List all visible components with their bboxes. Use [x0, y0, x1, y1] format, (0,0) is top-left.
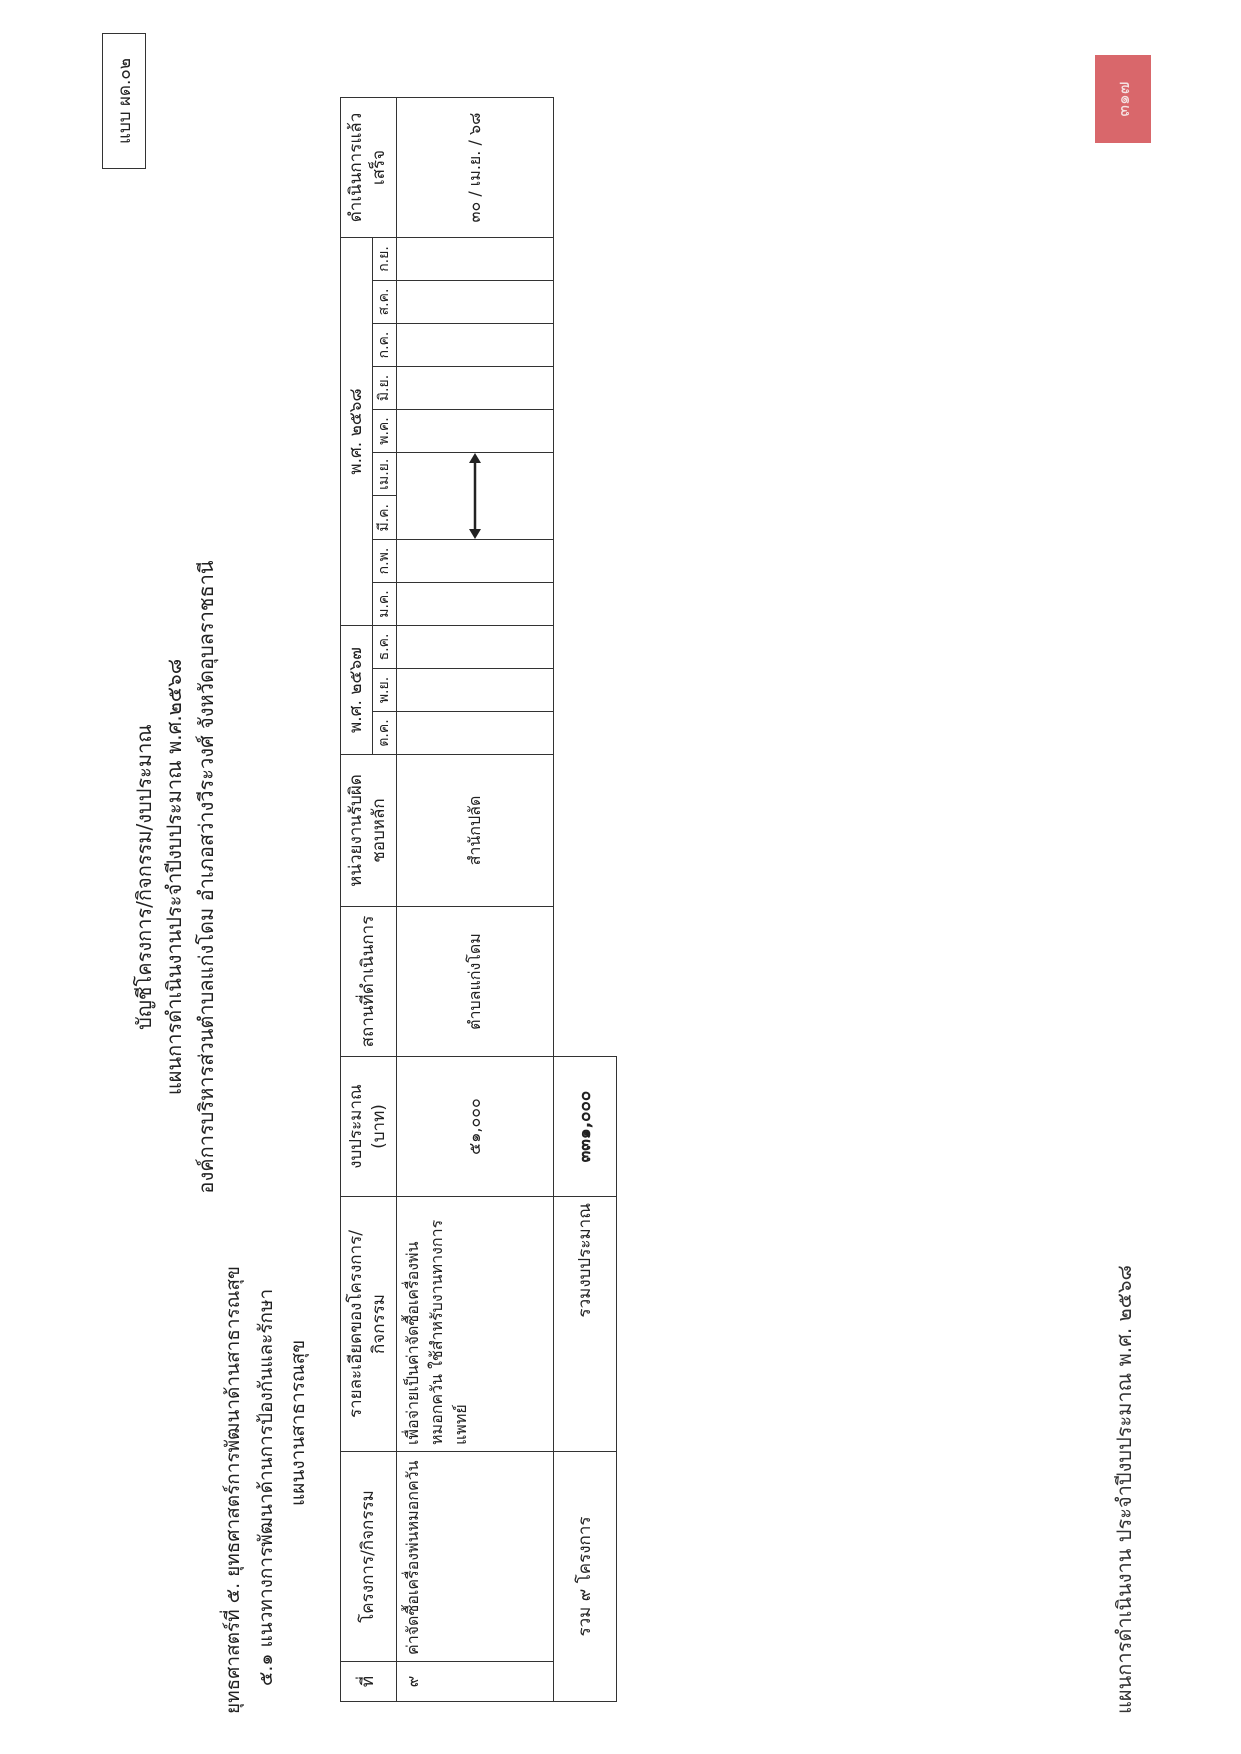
header-no: ที่ [341, 1662, 397, 1702]
cell-dec [396, 626, 553, 669]
table-row [396, 98, 553, 1702]
month-feb: ก.พ. [372, 540, 396, 583]
header-detail: รายละเอียดของโครงการ/กิจกรรม [341, 1197, 397, 1452]
row-budget: ๕๑,๐๐๐ [396, 1057, 553, 1197]
title-line-1: บัญชีโครงการ/กิจกรรม/งบประมาณ [132, 724, 156, 1030]
approach-line: ๕.๑ แนวทางการพัฒนาด้านการป้องกันและรักษา [255, 1288, 277, 1686]
header-project: โครงการ/กิจกรรม [341, 1452, 397, 1662]
month-jan: ม.ค. [372, 583, 396, 626]
cell-nov [396, 669, 553, 712]
cell-jun [396, 367, 553, 410]
title-line-2: แผนการดำเนินงานประจำปีงบประมาณ พ.ศ.๒๕๖๘ [162, 658, 186, 1096]
month-apr: เม.ย. [372, 453, 396, 497]
summary-row [553, 98, 616, 1702]
header-place: สถานที่ดำเนินการ [341, 907, 397, 1057]
cell-oct [396, 712, 553, 755]
row-done: ๓๐ / เม.ย. / ๖๘ [396, 98, 553, 238]
page-number: ๓๑๗ [1095, 55, 1151, 143]
header-done: ดำเนินการแล้วเสร็จ [341, 98, 397, 238]
total-budget: ๓๓๑,๐๐๐ [553, 1057, 616, 1197]
month-dec: ธ.ค. [372, 626, 396, 669]
cell-jul [396, 324, 553, 367]
total-budget-label: รวมงบประมาณ [553, 1197, 616, 1452]
month-aug: ส.ค. [372, 281, 396, 324]
cell-jan [396, 583, 553, 626]
row-place: ตำบลแก่งโดม [396, 907, 553, 1057]
total-projects: รวม ๙ โครงการ [553, 1452, 616, 1702]
project-table [340, 97, 617, 1702]
row-no: ๙ [396, 1662, 553, 1702]
plan-line: แผนงานสาธารณสุข [287, 1339, 309, 1506]
cell-aug [396, 281, 553, 324]
row-project: ค่าจัดซื้อเครื่องพ่นหมอกควัน [396, 1452, 553, 1662]
strategy-line: ยุทธศาสตร์ที่ ๕. ยุทธศาสตร์การพัฒนาด้านสาธารณสุข [222, 1266, 244, 1714]
month-nov: พ.ย. [372, 669, 396, 712]
month-jul: ก.ค. [372, 324, 396, 367]
title-line-3: องค์การบริหารส่วนตำบลแก่งโดม อำเภอสว่างวีระวงศ์ จังหวัดอุบลราชธานี [194, 560, 218, 1194]
header-year-2568: พ.ศ. ๒๕๖๘ [341, 238, 373, 626]
month-jun: มิ.ย. [372, 367, 396, 410]
month-sep: ก.ย. [372, 238, 396, 281]
timeline-arrow [465, 453, 485, 539]
cell-may [396, 410, 553, 453]
cell-sep [396, 238, 553, 281]
row-unit: สำนักปลัด [396, 755, 553, 907]
month-may: พ.ค. [372, 410, 396, 453]
cell-mar-apr [396, 453, 553, 540]
header-year-2567: พ.ศ. ๒๕๖๗ [341, 626, 373, 755]
header-budget: งบประมาณ (บาท) [341, 1057, 397, 1197]
header-unit: หน่วยงานรับผิดชอบหลัก [341, 755, 397, 907]
footer-text: แผนการดำเนินงาน ประจำปีงบประมาณ พ.ศ. ๒๕๖๘ [1112, 1265, 1136, 1714]
month-oct: ต.ค. [372, 712, 396, 755]
row-detail: เพื่อจ่ายเป็นค่าจัดซื้อเครื่องพ่นหมอกควัน ใช้สำหรับงานทางการแพทย์ [396, 1197, 553, 1452]
month-mar: มี.ค. [372, 496, 396, 540]
cell-feb [396, 540, 553, 583]
form-code: แบบ ผด.๐๒ [102, 33, 146, 169]
